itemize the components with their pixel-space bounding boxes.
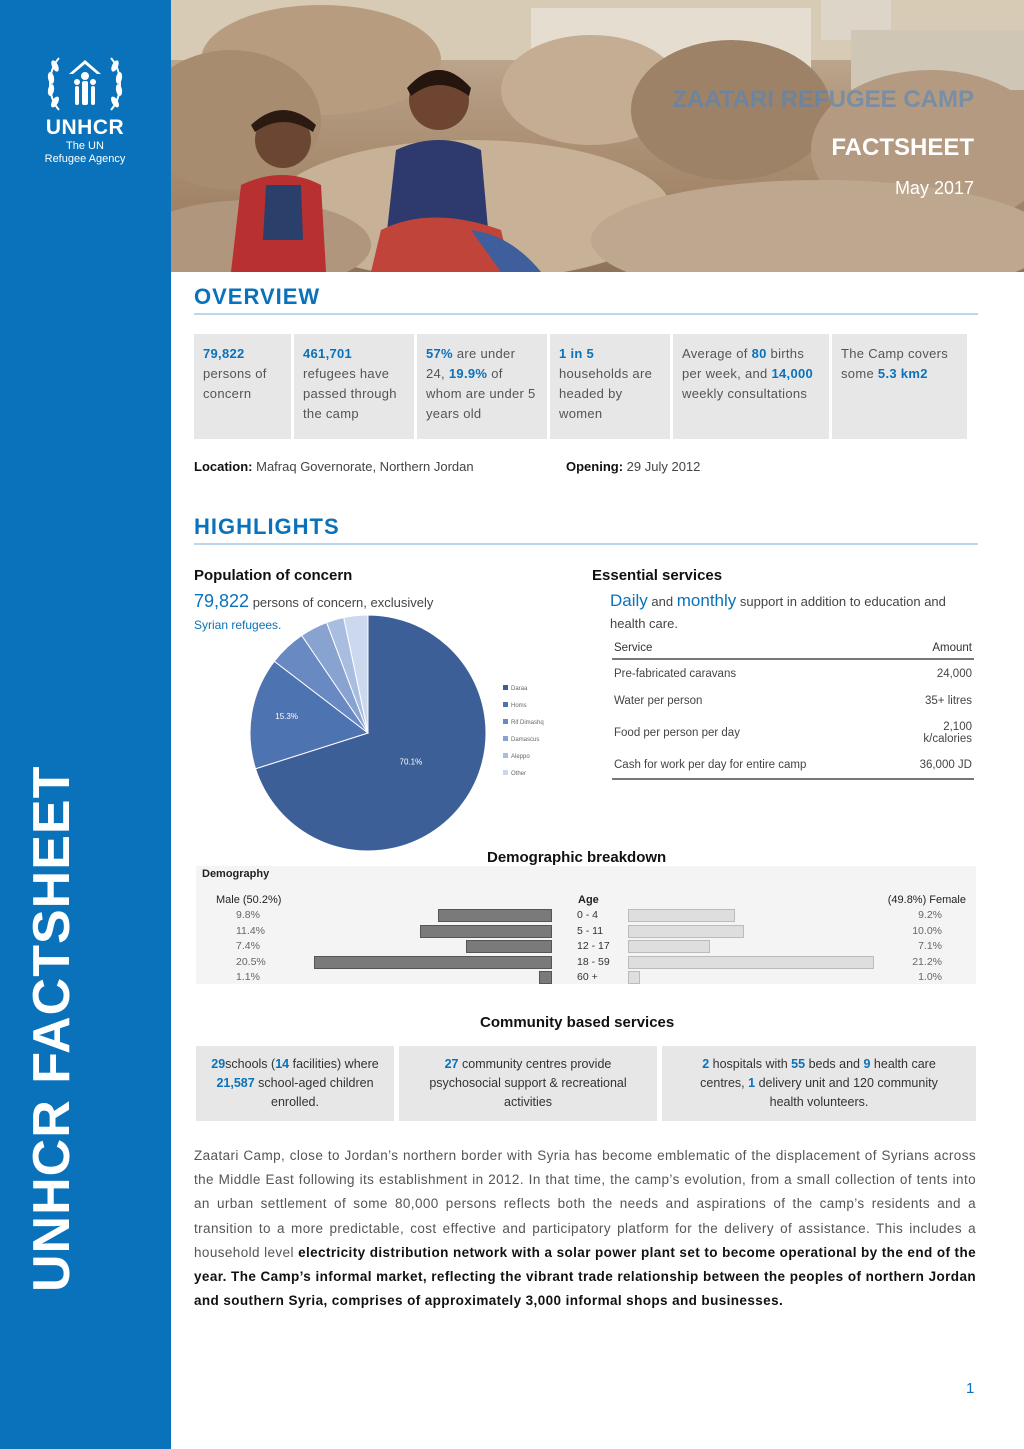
text: schools (	[225, 1057, 276, 1071]
service-cell: Cash for work per day for entire camp	[612, 751, 904, 779]
stat-births	[673, 334, 829, 439]
text: beds and	[808, 1057, 860, 1071]
legend-label: Damascus	[511, 737, 540, 743]
male-pct-label: 20.5%	[236, 955, 266, 968]
value: 2	[702, 1057, 710, 1071]
male-label: Male (50.2%)	[216, 894, 282, 906]
stat-text: births per week, and	[682, 346, 805, 381]
legend-swatch	[503, 770, 508, 775]
stat-value-2: 19.9%	[448, 366, 488, 381]
value: 9	[863, 1057, 871, 1071]
service-cell: Water per person	[614, 695, 703, 707]
location-line	[194, 459, 474, 474]
stat-value: 79,822	[203, 346, 245, 361]
camp-name: ZAATARI REFUGEE CAMP	[672, 86, 974, 113]
stat-value: 80	[751, 346, 767, 361]
logo-brand: UNHCR	[45, 116, 125, 139]
location-value: Mafraq Governorate, Northern Jordan	[256, 459, 474, 474]
legend-label: Homs	[511, 703, 527, 709]
service-cell: Food per person per day	[614, 727, 740, 739]
left-sidebar	[0, 0, 171, 1449]
male-bar	[420, 925, 552, 938]
opening-label: Opening:	[566, 459, 624, 474]
value: 27	[444, 1057, 459, 1071]
legend-label: Aleppo	[511, 754, 530, 760]
table-row	[612, 751, 974, 779]
female-pct-label: 1.0%	[918, 971, 942, 983]
demography-caption: Demography	[202, 868, 270, 880]
stat-under-24	[417, 334, 547, 439]
text: health care centres,	[700, 1057, 936, 1090]
location-label: Location:	[194, 459, 253, 474]
community-schools	[196, 1046, 394, 1121]
essential-lead	[610, 590, 970, 635]
stat-text-2: of whom are under 5 years old	[426, 366, 536, 421]
overview-title: OVERVIEW	[194, 284, 321, 309]
age-group-label: 60 +	[577, 971, 598, 983]
essential-title: Essential services	[592, 567, 723, 584]
stat-refugees-passed	[294, 334, 414, 439]
stat-value: 5.3 km2	[877, 366, 928, 381]
value: 29	[211, 1057, 226, 1071]
pie-data-label: 70.1%	[399, 757, 423, 767]
amount-cell: 35+ litres	[925, 695, 972, 707]
female-pct-label: 21.2%	[912, 955, 942, 968]
legend-label: Daraa	[511, 686, 528, 692]
value: 14	[275, 1057, 290, 1071]
male-bar	[438, 909, 552, 922]
highlights-title: HIGHLIGHTS	[194, 514, 340, 539]
population-value: 79,822	[194, 591, 250, 611]
body-text-regular: Zaatari Camp, close to Jordan’s northern border with Syria has become emblematic of the displacement of Syrians across the Middle East following its establishment in 2012. In that time, the camp’s evolution, from a small collection of tents into an urban settlement of some 80,000 persons reflects both the needs and aspirations of the camp’s residents and a transition to a more predictable, cost effective and participatory platform for the delivery of assistance. This includes a household level	[194, 1148, 976, 1260]
stat-pre: The Camp covers some	[841, 346, 949, 381]
demographic-chart	[196, 866, 976, 984]
stat-text: refugees have passed through the camp	[303, 366, 397, 421]
legend-label: Rif Dimashq	[511, 720, 544, 726]
age-group-label: 5 - 11	[577, 924, 604, 937]
opening-line	[566, 459, 700, 474]
legend-label: Other	[511, 771, 527, 777]
population-text-2: Syrian refugees.	[194, 618, 282, 632]
logo-tagline-1: The UN	[66, 140, 104, 152]
community-title: Community based services	[480, 1014, 675, 1031]
community-health	[662, 1046, 976, 1121]
female-bar	[628, 971, 640, 984]
overview-stats	[194, 334, 978, 439]
stat-area	[832, 334, 967, 439]
overview-divider	[194, 313, 978, 315]
age-label: Age	[578, 894, 599, 906]
male-pct-label: 9.8%	[236, 909, 260, 921]
table-header-service: Service	[612, 638, 904, 659]
female-pct-label: 9.2%	[918, 909, 942, 921]
stat-text: are under 24,	[426, 346, 516, 381]
stat-value: 461,701	[303, 346, 353, 361]
amount-cell: 24,000	[936, 667, 972, 680]
value: 55	[791, 1057, 806, 1071]
services-table	[612, 638, 974, 780]
stat-value: 1 in 5	[559, 346, 595, 361]
table-header-row	[612, 638, 974, 659]
age-group-label: 12 - 17	[577, 940, 610, 952]
value: 21,587	[216, 1076, 255, 1090]
unhcr-emblem-icon	[45, 52, 125, 114]
pie-data-label: 15.3%	[275, 711, 298, 721]
body-text-bold: electricity distribution network with a solar power plant set to become operational by the end of the year. The Camp’s informal market, reflecting the vibrant trade relationship between the peoples of northern Jordan and southern Syria, comprises of approximately 3,000 informal shops and businesses.	[194, 1244, 977, 1309]
male-pct-label: 7.4%	[236, 940, 260, 952]
factsheet-date: May 2017	[894, 178, 974, 198]
amount-cell: 36,000 JD	[904, 751, 974, 779]
population-title: Population of concern	[194, 567, 353, 584]
unhcr-logo	[30, 52, 140, 166]
and-label: and	[651, 594, 674, 609]
community-centres	[399, 1046, 657, 1121]
stat-text: households are headed by women	[559, 366, 653, 421]
vertical-title: UNHCR FACTSHEET	[23, 765, 81, 1292]
stat-value-2: 14,000	[771, 366, 814, 381]
monthly-label: monthly	[676, 591, 737, 610]
female-bar	[628, 925, 744, 938]
legend-swatch	[503, 736, 508, 741]
opening-value: 29 July 2012	[626, 459, 701, 474]
stat-text: persons of concern	[203, 366, 267, 401]
legend-swatch	[503, 753, 508, 758]
female-bar	[628, 909, 735, 922]
female-bar	[628, 940, 710, 953]
text: hospitals with	[712, 1057, 788, 1071]
table-row	[612, 715, 974, 751]
amount-cell: 2,100 k/calories	[923, 721, 972, 745]
male-bar	[314, 956, 552, 969]
male-bar	[466, 940, 552, 953]
stat-pre: Average of	[682, 346, 748, 361]
female-pct-label: 10.0%	[912, 924, 942, 937]
male-bar	[539, 971, 552, 984]
daily-label: Daily	[610, 591, 648, 610]
female-pct-label: 7.1%	[918, 940, 942, 952]
legend-swatch	[503, 702, 508, 707]
text: facilities) where	[292, 1057, 379, 1071]
text: school-aged children enrolled.	[258, 1076, 374, 1109]
stat-households-women	[550, 334, 670, 439]
legend-swatch	[503, 685, 508, 690]
table-header-amount: Amount	[904, 638, 974, 659]
text: community centres provide psychosocial support & recreational activities	[429, 1057, 627, 1109]
female-bar	[628, 956, 874, 969]
hero-photo	[171, 0, 1024, 272]
female-label: (49.8%) Female	[887, 894, 966, 906]
stat-value: 57%	[426, 346, 453, 361]
page-number: 1	[966, 1380, 975, 1397]
demographic-title: Demographic breakdown	[487, 849, 667, 866]
table-row	[612, 659, 974, 687]
value: 1	[748, 1076, 756, 1090]
male-pct-label: 1.1%	[236, 971, 260, 983]
community-services	[196, 1046, 976, 1121]
highlights-divider	[194, 543, 978, 545]
factsheet-label: FACTSHEET	[831, 134, 974, 161]
table-row	[612, 687, 974, 715]
age-group-label: 0 - 4	[577, 909, 599, 921]
stat-persons-of-concern	[194, 334, 291, 439]
age-group-label: 18 - 59	[577, 955, 610, 968]
essential-text: support in addition to education and health care.	[610, 594, 946, 631]
service-cell: Pre-fabricated caravans	[614, 667, 737, 680]
population-pie-chart	[240, 610, 570, 860]
stat-text-2: weekly consultations	[682, 386, 808, 401]
logo-tagline-2: Refugee Agency	[44, 153, 126, 165]
legend-swatch	[503, 719, 508, 724]
population-text: persons of concern, exclusively	[252, 595, 434, 610]
male-pct-label: 11.4%	[236, 924, 265, 937]
text: delivery unit and 120 community health volunteers.	[758, 1076, 938, 1109]
body-paragraph	[194, 1144, 976, 1313]
